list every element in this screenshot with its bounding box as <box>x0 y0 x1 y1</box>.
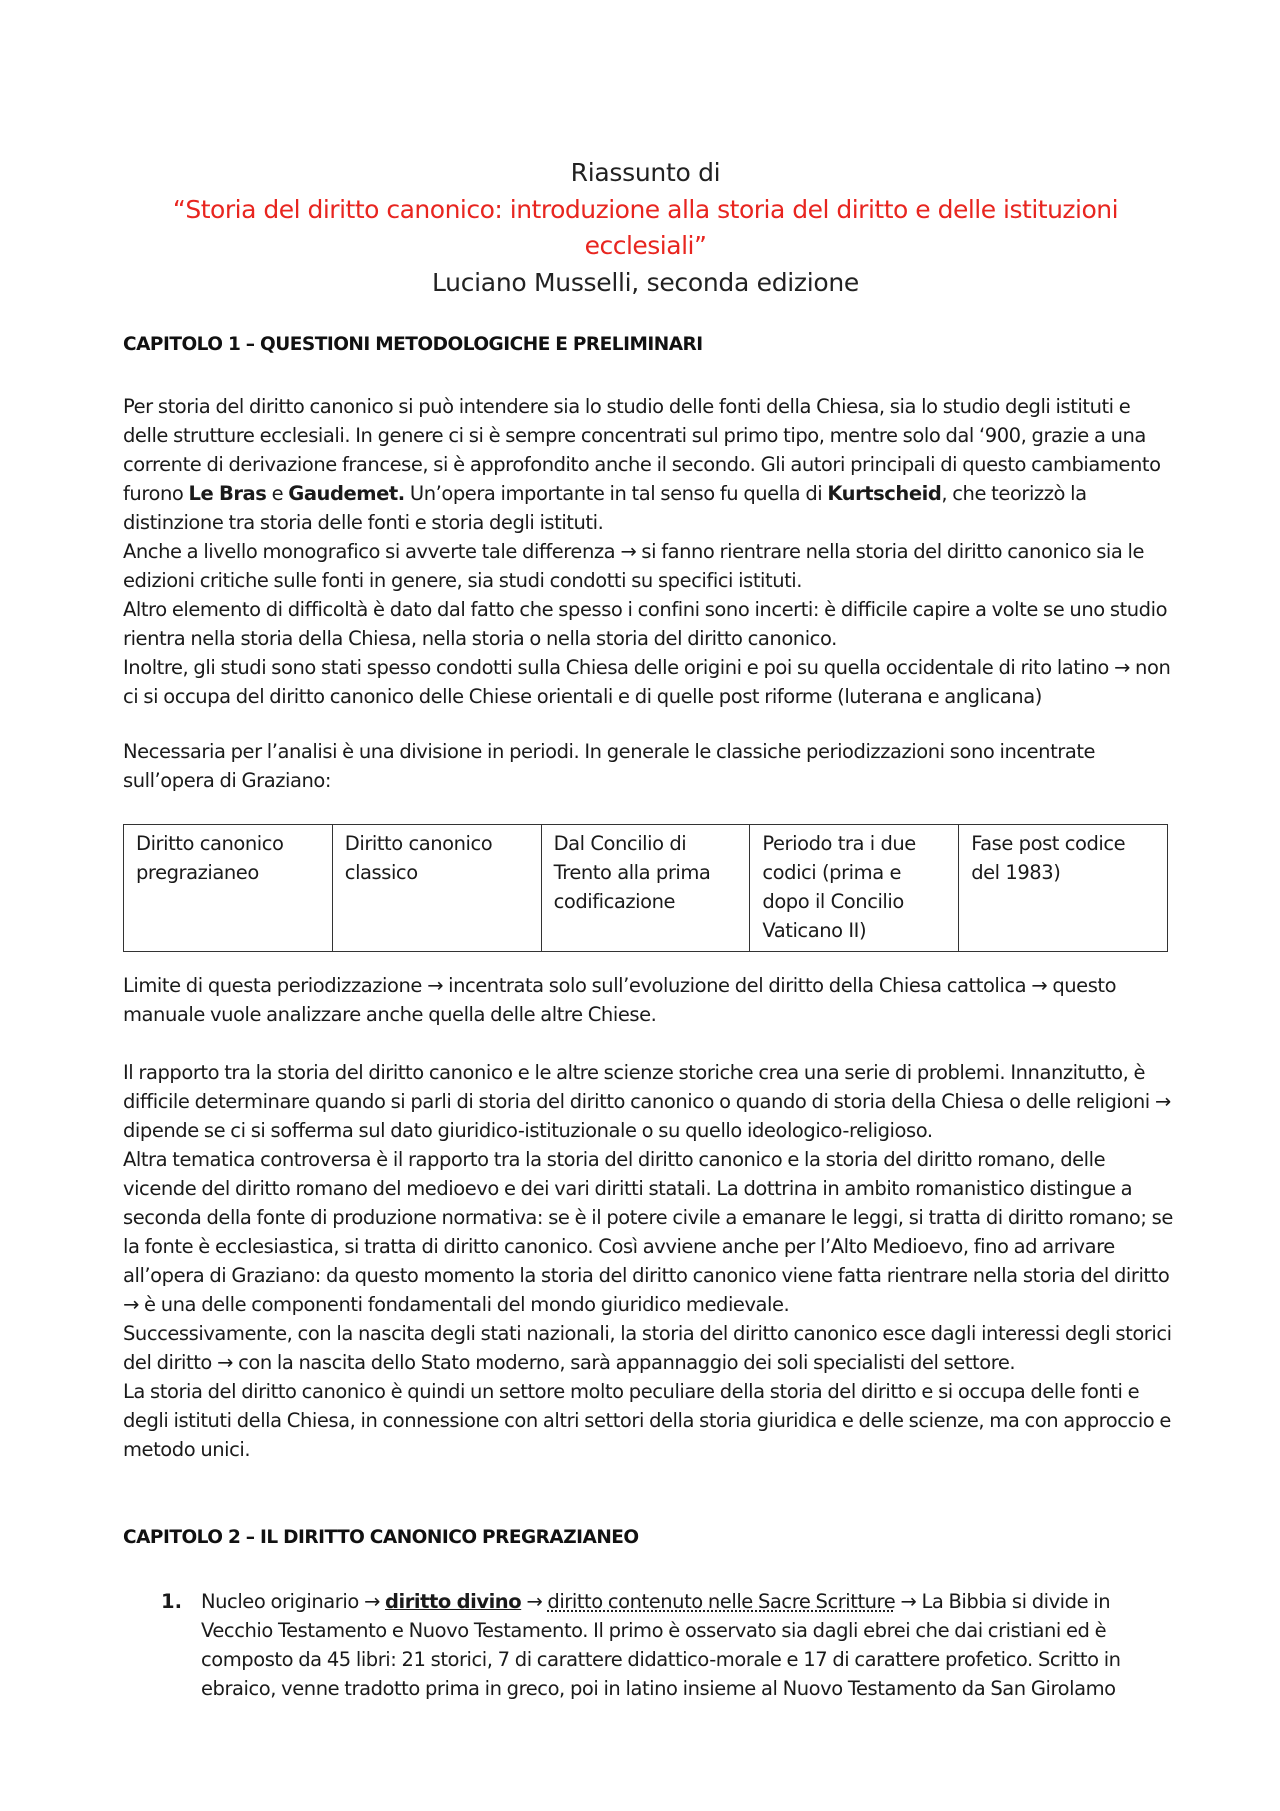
text-run: Altra tematica controversa è il rapporto tra la storia del diritto canonico e la storia del diritto romano, delle vicende del diritto romano del medioevo e dei vari diritti statali. La dottrina in ambito romanistico distingue a seconda della fonte di produzione normativa: se è il potere civile a emanare le leggi, si tratta di diritto romano; se la fonte è ecclesiastica, si tratta di diritto canonico. Così avviene anche per l’Alto Medioevo, fino ad arrivare all’opera di Graziano: da questo momento la storia del diritto canonico viene fatta rientrare nella storia del diritto <box>123 1148 1173 1287</box>
text-run: incentrata solo sull’evoluzione del diritto della Chiesa cattolica <box>442 974 1032 997</box>
chapter-1-body-a <box>123 392 1173 711</box>
chapter-1-heading: CAPITOLO 1 – QUESTIONI METODOLOGICHE E PRELIMINARI <box>123 334 703 355</box>
text-run: Per storia del diritto canonico si può intendere sia lo studio delle fonti della Chiesa, sia lo studio degli istituti e delle strutture ecclesiali. In genere ci si è sempre concentrati sul primo tipo, mentre solo dal ‘900, grazie a una corrente di derivazione francese, si è approfondito anche il secondo. Gli autori principali di questo cambiamento furono <box>123 395 1161 505</box>
text-run: questo manuale vuole analizzare anche quella delle altre Chiese. <box>123 974 1117 1026</box>
paragraph-conclusion: La storia del diritto canonico è quindi un settore molto peculiare della storia del diritto e si occupa delle fonti e degli istituti della Chiesa, in connessione con altri settori della storia giuridica e delle scienze, ma con approccio e metodo unici. <box>123 1380 1171 1461</box>
arrow-icon: → <box>1154 1090 1171 1113</box>
author-kurtscheid: Kurtscheid <box>827 482 942 505</box>
author-le-bras: Le Bras <box>188 482 267 505</box>
text-run: Un’opera importante in tal senso fu quella di <box>404 482 828 505</box>
text-run: Nucleo originario <box>201 1590 364 1613</box>
list-item-text <box>201 1587 1181 1703</box>
text-run: La Bibbia si divide in Vecchio Testamento e Nuovo Testamento. Il primo è osservato sia dagli ebrei che dai cristiani ed è composto da 45 libri: 21 storici, 7 di carattere didattico-morale e 17 di carattere profetico. Scritto in ebraico, venne tradotto prima in greco, poi in latino insieme al Nuovo Testamento da San Girolamo <box>201 1590 1121 1700</box>
table-cell: Periodo tra i due codici (prima e dopo il Concilio Vaticano II) <box>750 825 959 952</box>
table-cell: Dal Concilio di Trento alla prima codificazione <box>541 825 750 952</box>
arrow-icon: → <box>123 1293 139 1316</box>
title-prefix: Riassunto di <box>570 158 721 187</box>
arrow-icon: → <box>1031 974 1048 997</box>
book-title-line-2: ecclesiali” <box>584 231 707 260</box>
paragraph-historical-sciences <box>123 1058 1173 1145</box>
paragraph-origins <box>123 653 1173 711</box>
text-run: Limite di questa periodizzazione <box>123 974 428 997</box>
text-run: dipende se ci si sofferma sul dato giuridico-istituzionale o su quello ideologico-religioso. <box>123 1119 933 1142</box>
paragraph-roman-law <box>123 1145 1173 1319</box>
text-run: non ci si occupa del diritto canonico delle Chiese orientali e di quelle post riforme (luterana e anglicana) <box>123 656 1171 708</box>
paragraph-monographic <box>123 537 1173 595</box>
table-row <box>124 825 1168 952</box>
arrow-icon: → <box>526 1590 543 1613</box>
periodization-table <box>123 824 1168 952</box>
arrow-icon: → <box>363 1590 380 1613</box>
list-item-number: 1. <box>161 1590 182 1613</box>
paragraph-national-states <box>123 1319 1173 1377</box>
author-line: Luciano Musselli, seconda edizione <box>431 268 860 297</box>
arrow-icon: → <box>1114 656 1130 679</box>
table-cell: Diritto canonico classico <box>332 825 541 952</box>
term-sacre-scritture: diritto contenuto nelle Sacre Scritture <box>547 1590 896 1613</box>
text-run: è una delle componenti fondamentali del mondo giuridico medievale. <box>138 1293 790 1316</box>
table-cell: Fase post codice del 1983) <box>959 825 1168 952</box>
arrow-icon: → <box>217 1351 233 1374</box>
author-gaudemet: Gaudemet. <box>288 482 405 505</box>
paragraph-periodization: Necessaria per l’analisi è una divisione in periodi. In generale le classiche periodizzazioni sono incentrate sull’opera di Graziano: <box>123 740 1096 792</box>
text-run: Inoltre, gli studi sono stati spesso condotti sulla Chiesa delle origini e poi su quella occidentale di rito latino <box>123 656 1115 679</box>
text-run: , che teorizzò la distinzione tra storia delle fonti e storia degli istituti. <box>123 482 1087 534</box>
text-run: Successivamente, con la nascita degli stati nazionali, la storia del diritto canonico esce dagli interessi degli storici del diritto <box>123 1322 1172 1374</box>
text-run: si fanno rientrare nella storia del diritto canonico sia le edizioni critiche sulle fonti in genere, sia studi condotti su specifici istituti. <box>123 540 1145 592</box>
text-run: Anche a livello monografico si avverte tale differenza <box>123 540 621 563</box>
term-diritto-divino: diritto divino <box>385 1590 522 1613</box>
table-cell: Diritto canonico pregrazianeo <box>124 825 333 952</box>
text-run: con la nascita dello Stato moderno, sarà appannaggio dei soli specialisti del settore. <box>232 1351 1016 1374</box>
text-run: Il rapporto tra la storia del diritto canonico e le altre scienze storiche crea una serie di problemi. Innanzitutto, è difficile determinare quando si parli di storia del diritto canonico o quando di storia della Chiesa o delle religioni <box>123 1061 1155 1113</box>
paragraph-difficulty: Altro elemento di difficoltà è dato dal fatto che spesso i confini sono incerti: è difficile capire a volte se uno studio rientra nella storia della Chiesa, nella storia o nella storia del diritto canonico. <box>123 598 1168 650</box>
arrow-icon: → <box>427 974 443 997</box>
arrow-icon: → <box>900 1590 917 1613</box>
paragraph-limit <box>123 971 1173 1029</box>
paragraph-sources-institutes <box>123 392 1173 537</box>
document-title <box>123 154 1168 302</box>
text-run: e <box>266 482 289 505</box>
book-title-line-1: “Storia del diritto canonico: introduzione alla storia del diritto e delle istituzioni <box>172 195 1119 224</box>
arrow-icon: → <box>620 540 637 563</box>
chapter-1-body-b <box>123 1058 1173 1464</box>
chapter-2-heading: CAPITOLO 2 – IL DIRITTO CANONICO PREGRAZIANEO <box>123 1527 639 1548</box>
